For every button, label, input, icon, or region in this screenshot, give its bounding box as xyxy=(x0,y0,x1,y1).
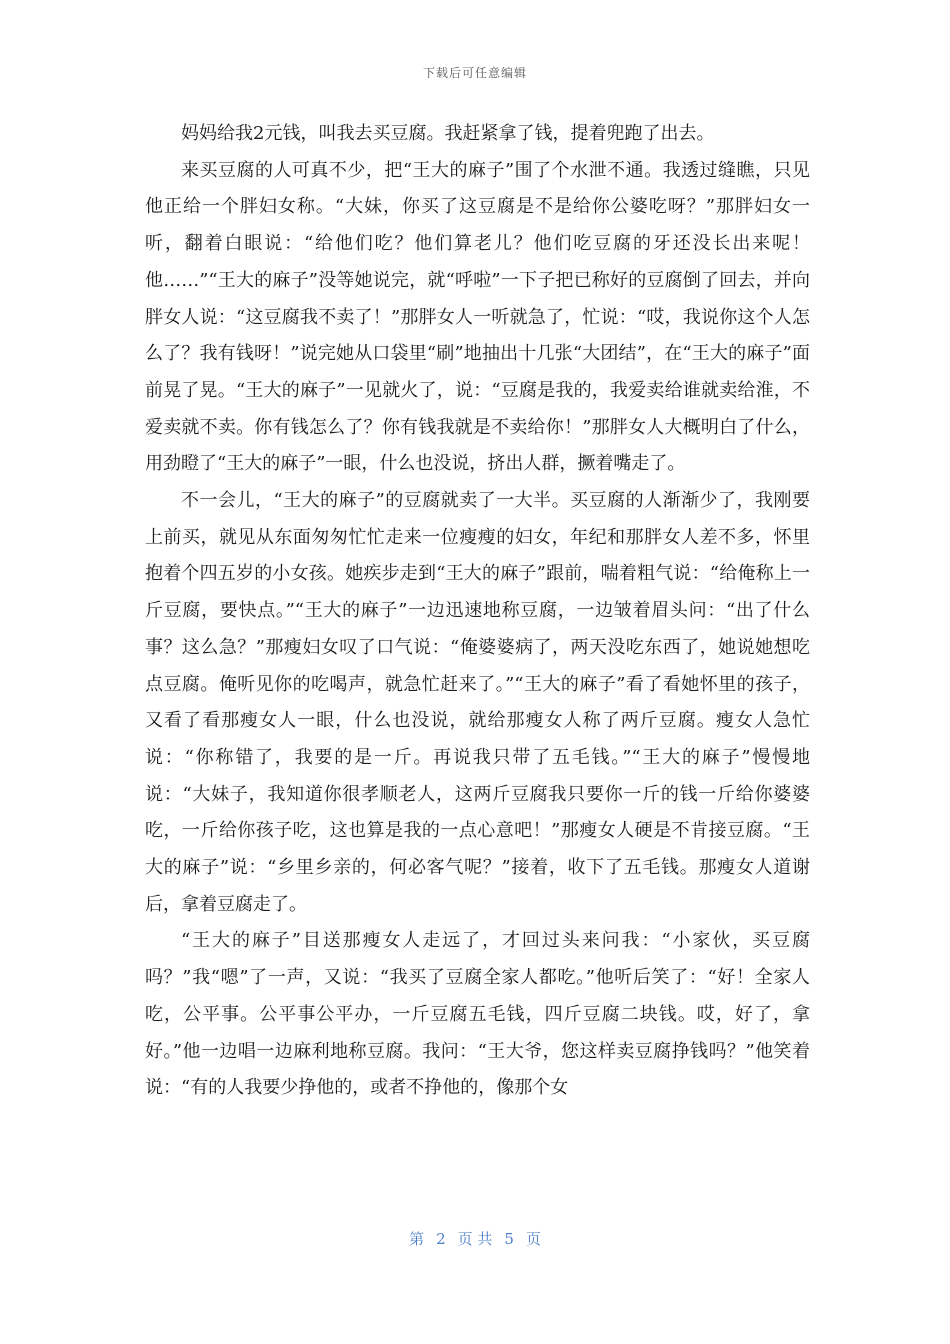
page-footer xyxy=(0,1228,950,1249)
paragraph: 来买豆腐的人可真不少，把“王大的麻子”围了个水泄不通。我透过缝瞧，只见他正给一个胖妇女称。“大妹，你买了这豆腐是不是给你公婆吃呀？”那胖妇女一听，翻着白眼说：“给他们吃？他们算老儿？他们吃豆腐的牙还没长出来呢！他……”“王大的麻子”没等她说完，就“呼啦”一下子把已称好的豆腐倒了回去，并向胖女人说：“这豆腐我不卖了！”那胖女人一听就急了，忙说：“哎，我说你这个人怎么了？我有钱呀！”说完她从口袋里“刷”地抽出十几张“大团结”，在“王大的麻子”面前晃了晃。“王大的麻子”一见就火了，说：“豆腐是我的，我爱卖给谁就卖给淮，不爱卖就不卖。你有钱怎么了？你有钱我就是不卖给你！”那胖女人大概明白了什么，用劲瞪了“王大的麻子”一眼，什么也没说，挤出人群，撅着嘴走了。 xyxy=(145,159,810,475)
document-body xyxy=(145,116,810,1107)
page-header-note: 下载后可任意编辑 xyxy=(422,66,527,80)
paragraph: 不一会儿，“王大的麻子”的豆腐就卖了一大半。买豆腐的人渐渐少了，我刚要上前买，就见从东面匆匆忙忙走来一位瘦瘦的妇女，年纪和那胖女人差不多，怀里抱着个四五岁的小女孩。她疾步走到“王大的麻子”跟前，喘着粗气说：“给俺称上一斤豆腐，要快点。”“王大的麻子”一边迅速地称豆腐，一边皱着眉头问：“出了什么事？这么急？”那瘦妇女叹了口气说：“俺婆婆病了，两天没吃东西了，她说她想吃点豆腐。俺听见你的吃喝声，就急忙赶来了。”“王大的麻子”看了看她怀里的孩子，又看了看那瘦女人一眼，什么也没说，就给那瘦女人称了两斤豆腐。瘦女人急忙说：“你称错了，我要的是一斤。再说我只带了五毛钱。”“王大的麻子”慢慢地说：“大妹子，我知道你很孝顺老人，这两斤豆腐我只要你一斤的钱一斤给你婆婆吃，一斤给你孩子吃，这也算是我的一点心意吧！”那瘦女人硬是不肯接豆腐。“王大的麻子”说：“乡里乡亲的，何必客气呢？”接着，收下了五毛钱。那瘦女人道谢后，拿着豆腐走了。 xyxy=(145,490,810,915)
footer-label-ye: 页 xyxy=(525,1230,541,1248)
footer-label-di: 第 xyxy=(409,1230,425,1248)
paragraph: 妈妈给我2元钱，叫我去买豆腐。我赶紧拿了钱，提着兜跑了出去。 xyxy=(181,123,715,144)
footer-page-total: 5 xyxy=(504,1230,514,1248)
paragraph: “王大的麻子”目送那瘦女人走远了，才回过头来问我：“小家伙，买豆腐吗？”我“嗯”了一声，又说：“我买了豆腐全家人都吃。”他听后笑了：“好！全家人吃，公平事。公平事公平办，一斤豆腐五毛钱，四斤豆腐二块钱。哎，好了，拿好。”他一边唱一边麻利地称豆腐。我问：“王大爷，您这样卖豆腐挣钱吗？”他笑着说：“有的人我要少挣他的，或者不挣他的，像那个女 xyxy=(145,930,810,1099)
footer-page-current: 2 xyxy=(436,1230,446,1248)
footer-label-ye-gong: 页 共 xyxy=(457,1230,493,1248)
